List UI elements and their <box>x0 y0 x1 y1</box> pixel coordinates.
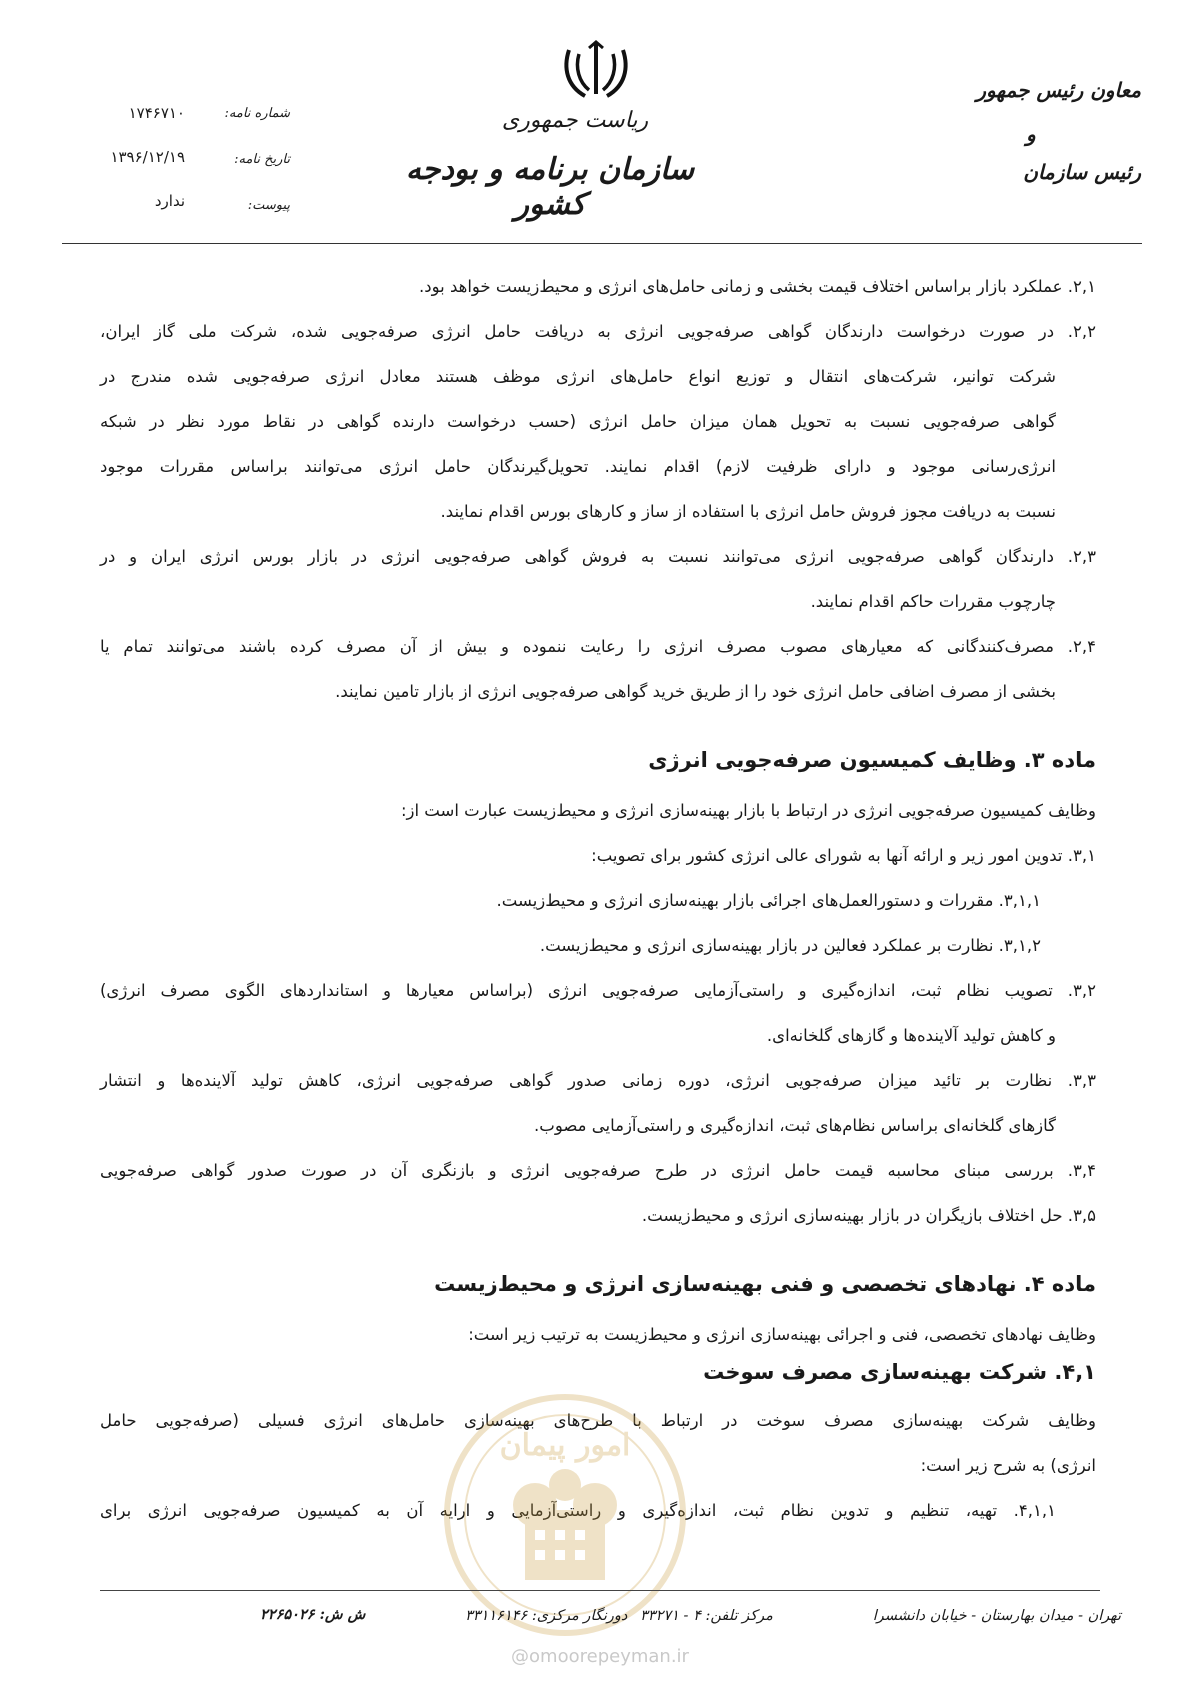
stamp-text: امور پیمان <box>499 1428 631 1463</box>
section-4-1-intro-line-2: انرژی) به شرح زیر است: <box>920 1456 1096 1475</box>
signatory-title-1: معاون رئیس جمهور <box>976 78 1141 102</box>
letter-number-label: شماره نامه: <box>224 106 290 121</box>
attachment-label: پیوست: <box>247 198 290 213</box>
footer-address: تهران - میدان بهارستان - خیابان دانشسرا <box>872 1608 1121 1624</box>
clause-2-1: ۲,۱. عملکرد بازار براساس اختلاف قیمت بخشی و زمانی حامل‌های انرژی و محیط‌زیست خواهد بود. <box>419 277 1096 296</box>
footer-phone: مرکز تلفن: ۴ - ۳۳۲۷۱ <box>640 1608 773 1624</box>
clause-3-3: ۳,۳. نظارت بر تائید میزان صرفه‌جویی انرژی، دوره زمانی صدور گواهی صرفه‌جویی انرژی، کاهش تولید آلاینده‌ها و انتشار <box>100 1071 1096 1090</box>
footer-fax: دورنگار مرکزی: ۳۳۱۱۶۱۴۶ <box>465 1608 628 1624</box>
article-4-intro: وظایف نهادهای تخصصی، فنی و اجرائی بهینه‌سازی انرژی و محیط‌زیست به ترتیب زیر است: <box>468 1325 1096 1344</box>
clause-2-2: ۲,۲. در صورت درخواست دارندگان گواهی صرفه‌جویی انرژی به دریافت حامل انرژی صرفه‌جویی شده، شرکت ملی گاز ایران، <box>100 322 1096 341</box>
clause-2-3: ۲,۳. دارندگان گواهی صرفه‌جویی انرژی می‌توانند نسبت به فروش گواهی صرفه‌جویی انرژی در بازار بورس انرژی ایران و در <box>100 547 1096 566</box>
clause-2-2-line-3: گواهی صرفه‌جویی نسبت به تحویل همان میزان حامل انرژی (حسب درخواست دارنده گواهی در نقاط مورد نظر در شبکه <box>100 412 1056 431</box>
clause-2-2-line-4: انرژی‌رسانی موجود و دارای ظرفیت لازم) اقدام نمایند. تحویل‌گیرندگان حامل انرژی می‌توانند براساس مقررات موجود <box>100 457 1056 476</box>
clause-3-1-1: ۳,۱,۱. مقررات و دستورالعمل‌های اجرائی بازار بهینه‌سازی انرژی و محیط‌زیست. <box>496 891 1041 910</box>
clause-2-3-line-2: چارچوب مقررات حاکم اقدام نمایند. <box>810 592 1056 611</box>
article-3-heading: ماده ۳. وظایف کمیسیون صرفه‌جویی انرژی <box>648 748 1096 772</box>
iran-emblem-icon <box>561 40 631 100</box>
section-4-1-heading: ۴,۱. شرکت بهینه‌سازی مصرف سوخت <box>703 1360 1096 1384</box>
clause-4-1-1: ۴,۱,۱. تهیه، تنظیم و تدوین نظام ثبت، اندازه‌گیری و راستی‌آزمایی و ارایه آن به کمیسیون صرفه‌جویی انرژی برای <box>100 1501 1056 1520</box>
letter-date-label: تاریخ نامه: <box>234 152 290 167</box>
attachment-value: ندارد <box>154 192 185 210</box>
footer-postal-code: ش ش: ۲۲۶۵۰۲۶ <box>260 1606 366 1623</box>
signatory-title-2: رئیس سازمان <box>1023 160 1141 184</box>
letter-number-value: ۱۷۴۶۷۱۰ <box>128 104 185 122</box>
clause-2-2-line-5: نسبت به دریافت مجوز فروش حامل انرژی با استفاده از ساز و کارهای بورس اقدام نمایند. <box>440 502 1056 521</box>
article-4-heading: ماده ۴. نهادهای تخصصی و فنی بهینه‌سازی انرژی و محیط‌زیست <box>434 1272 1096 1296</box>
header-divider <box>62 243 1142 244</box>
org-parent-name: ریاست جمهوری <box>501 108 649 133</box>
article-3-intro: وظایف کمیسیون صرفه‌جویی انرژی در ارتباط با بازار بهینه‌سازی انرژی و محیط‌زیست عبارت است از: <box>400 801 1096 820</box>
clause-3-1: ۳,۱. تدوین امور زیر و ارائه آنها به شورای عالی انرژی کشور برای تصویب: <box>591 846 1096 865</box>
clause-3-3-line-2: گازهای گلخانه‌ای براساس نظام‌های ثبت، اندازه‌گیری و راستی‌آزمایی مصوب. <box>534 1116 1056 1135</box>
watermark-url: @omoorepeyman.ir <box>511 1646 689 1667</box>
letter-date-value: ۱۳۹۶/۱۲/۱۹ <box>110 148 185 166</box>
footer-divider <box>100 1590 1100 1591</box>
org-name: سازمان برنامه و بودجه کشور <box>405 152 695 222</box>
clause-2-4: ۲,۴. مصرف‌کنندگانی که معیارهای مصوب مصرف انرژی را رعایت ننموده و بیش از آن مصرف کرده باشند می‌توانند تمام یا <box>100 637 1096 656</box>
section-4-1-intro: وظایف شرکت بهینه‌سازی مصرف سوخت در ارتباط با طرح‌های بهینه‌سازی حامل‌های انرژی فسیلی (صرفه‌جویی حامل <box>100 1411 1096 1430</box>
clause-3-4: ۳,۴. بررسی مبنای محاسبه قیمت حامل انرژی در طرح صرفه‌جویی انرژی و بازنگری آن در صورت صدور گواهی صرفه‌جویی <box>100 1161 1096 1180</box>
clause-3-2: ۳,۲. تصویب نظام ثبت، اندازه‌گیری و راستی‌آزمایی صرفه‌جویی انرژی (براساس معیارها و استانداردهای الگوی مصرف انرژی) <box>100 981 1096 1000</box>
clause-3-2-line-2: و کاهش تولید آلاینده‌ها و گازهای گلخانه‌ای. <box>766 1026 1056 1045</box>
signatory-conjunction: و <box>1026 122 1036 146</box>
clause-3-5: ۳,۵. حل اختلاف بازیگران در بازار بهینه‌سازی انرژی و محیط‌زیست. <box>641 1206 1096 1225</box>
clause-3-1-2: ۳,۱,۲. نظارت بر عملکرد فعالین در بازار بهینه‌سازی انرژی و محیط‌زیست. <box>539 936 1041 955</box>
clause-2-4-line-2: بخشی از مصرف اضافی حامل انرژی خود را از طریق خرید گواهی صرفه‌جویی انرژی از بازار تامین نمایند. <box>335 682 1056 701</box>
clause-2-2-line-2: شرکت توانیر، شرکت‌های انتقال و توزیع انواع حامل‌های انرژی موظف هستند معادل انرژی صرفه‌جویی شده مندرج در <box>100 367 1056 386</box>
